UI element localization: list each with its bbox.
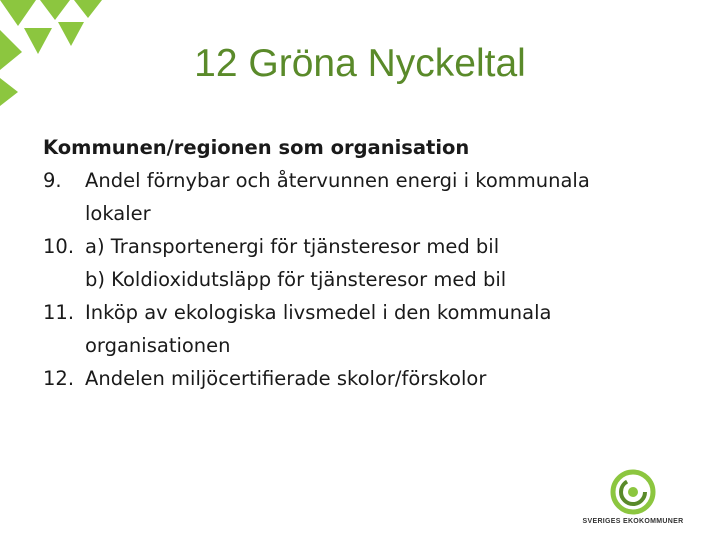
item-text-line: Inköp av ekologiska livsmedel i den kommunala bbox=[85, 301, 552, 324]
item-number: 12. bbox=[43, 367, 75, 390]
list-item bbox=[43, 362, 683, 395]
list-item bbox=[43, 296, 683, 362]
item-text-line: a) Transportenergi för tjänsteresor med bil bbox=[85, 235, 500, 258]
item-number: 10. bbox=[43, 235, 75, 258]
slide-content bbox=[43, 131, 683, 395]
ekokommuner-logo bbox=[574, 466, 692, 534]
section-heading: Kommunen/regionen som organisation bbox=[43, 136, 470, 159]
item-number: 9. bbox=[43, 169, 62, 192]
list-item bbox=[43, 230, 683, 296]
slide-title: 12 Gröna Nyckeltal bbox=[194, 42, 526, 85]
item-text-line: b) Koldioxidutsläpp för tjänsteresor med bil bbox=[85, 268, 507, 291]
list-item bbox=[43, 164, 683, 230]
green-rings-logo-icon bbox=[574, 466, 692, 518]
item-number: 11. bbox=[43, 301, 75, 324]
item-text-line: organisationen bbox=[85, 334, 231, 357]
item-text-line: lokaler bbox=[85, 202, 151, 225]
logo-text: SVERIGES EKOKOMMUNER bbox=[582, 518, 684, 525]
item-text-line: Andelen miljöcertifierade skolor/förskolor bbox=[85, 367, 487, 390]
item-text-line: Andel förnybar och återvunnen energi i kommunala bbox=[85, 169, 590, 192]
